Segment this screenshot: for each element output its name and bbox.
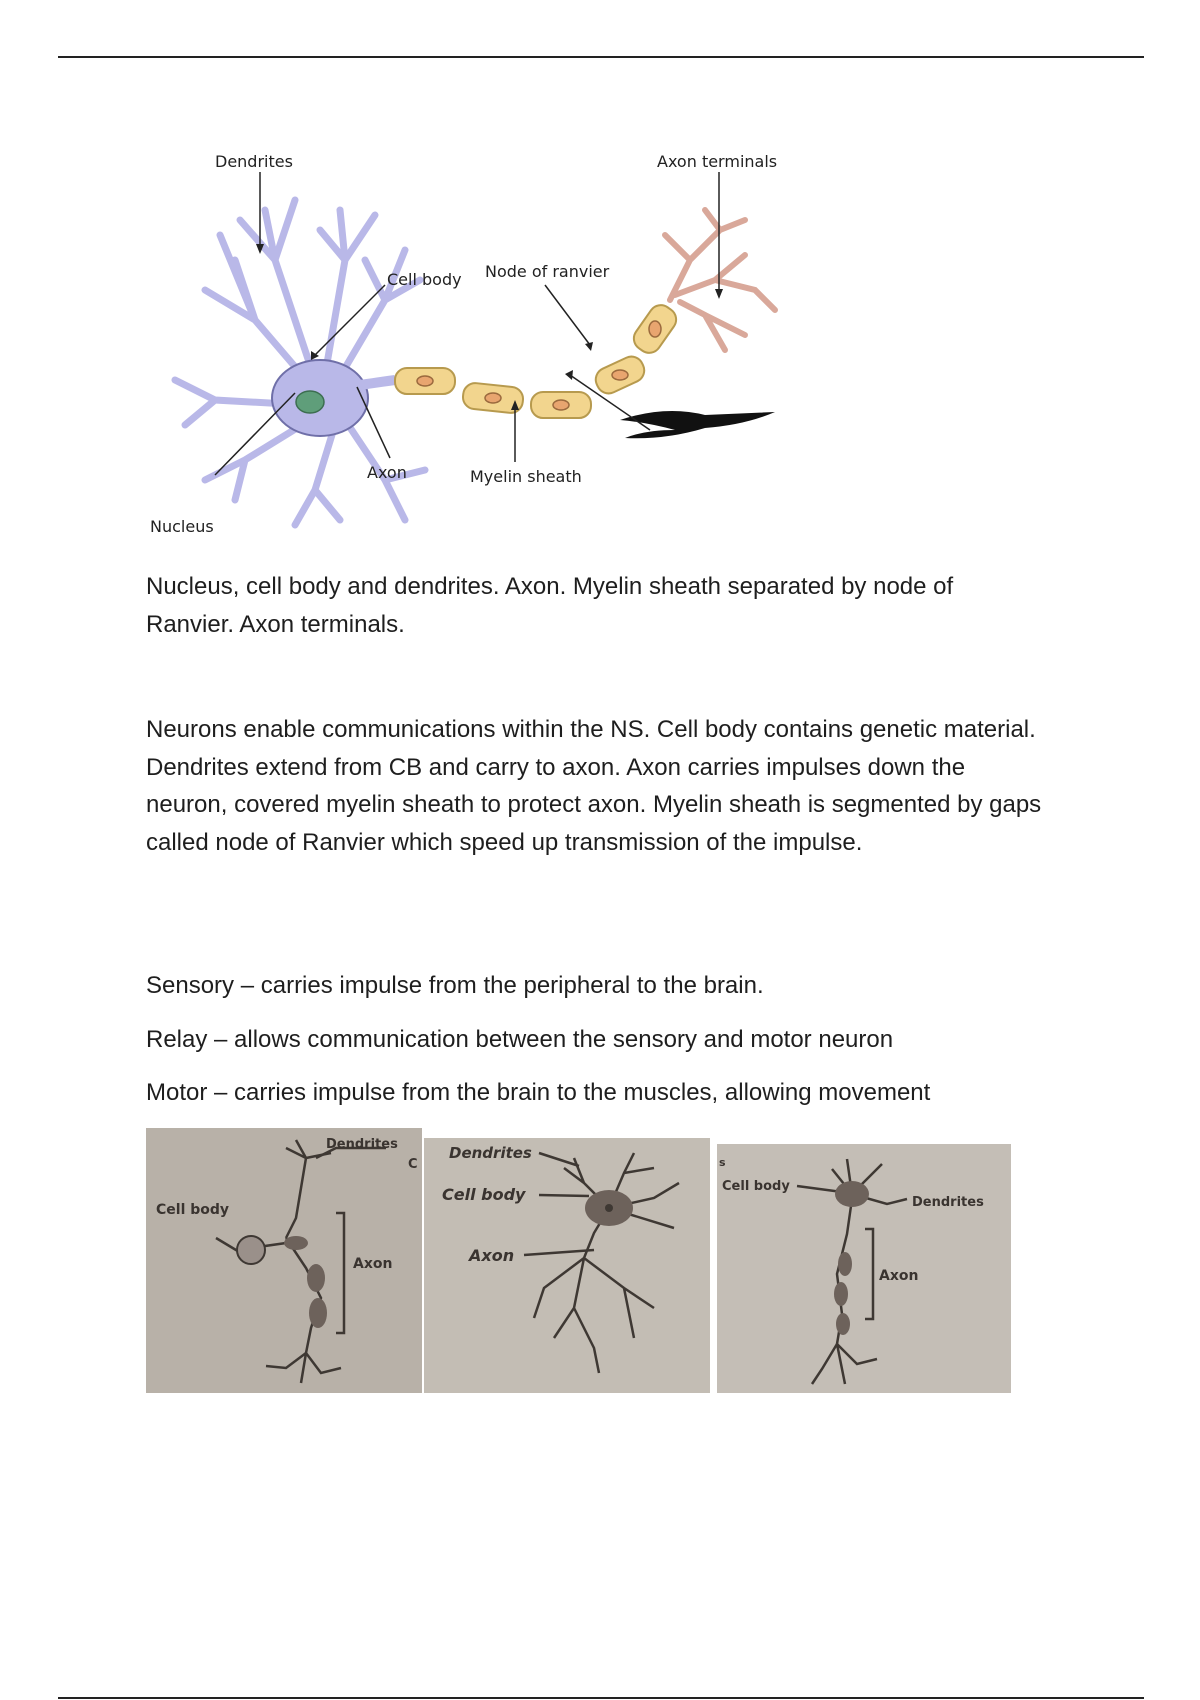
neuron-diagram	[145, 140, 865, 550]
motor-neuron-photo	[717, 1144, 1011, 1393]
sensory-dendrites-label: Dendrites	[326, 1137, 398, 1152]
footer-rule	[58, 1697, 1144, 1699]
relay-neuron-text: Relay – allows communication between the sensory and motor neuron	[146, 1026, 894, 1053]
label-axon-terminals: Axon terminals	[657, 152, 778, 171]
label-dendrites: Dendrites	[215, 152, 293, 171]
label-myelin-sheath: Myelin sheath	[470, 467, 582, 486]
neuron-diagram-svg	[145, 140, 865, 550]
axon-terminal-branches	[665, 210, 775, 350]
myelin-segments	[395, 300, 681, 418]
label-node-of-ranvier: Node of ranvier	[485, 262, 610, 281]
label-nucleus: Nucleus	[150, 517, 214, 536]
motor-edge-fragment: s	[719, 1156, 726, 1169]
sensory-axon-label: Axon	[353, 1256, 393, 1272]
sensory-neuron-text: Sensory – carries impulse from the peripheral to the brain.	[146, 972, 764, 999]
sensory-cell-body-label: Cell body	[156, 1202, 230, 1218]
motor-dendrites-label: Dendrites	[912, 1195, 984, 1210]
relay-dendrites-label: Dendrites	[449, 1144, 532, 1162]
relay-neuron-photo	[424, 1138, 710, 1393]
nucleus-shape	[296, 391, 324, 413]
motor-cell-body-label: Cell body	[722, 1179, 790, 1194]
sensory-edge-fragment: C	[408, 1157, 418, 1172]
neuron-description: Neurons enable communications within the NS. Cell body contains genetic material. Dendrites extend from CB and carry to axon. Axon carries impulses down the neuron, covered myelin sheath to protect axon. Myelin sheath is segmented by gaps called node of Ranvier which speed up transmission of the impulse.	[146, 716, 1042, 856]
relay-axon-label: Axon	[469, 1246, 515, 1265]
motor-neuron-text: Motor – carries impulse from the brain to the muscles, allowing movement	[146, 1079, 931, 1106]
label-axon: Axon	[367, 463, 407, 482]
motor-axon-label: Axon	[879, 1268, 919, 1284]
sensory-neuron-photo	[146, 1128, 422, 1393]
header-rule	[58, 56, 1144, 58]
diagram-caption: Nucleus, cell body and dendrites. Axon. Myelin sheath separated by node of Ranvier. Axon terminals.	[146, 573, 954, 638]
label-cell-body: Cell body	[387, 270, 462, 289]
relay-cell-body-label: Cell body	[442, 1185, 526, 1204]
